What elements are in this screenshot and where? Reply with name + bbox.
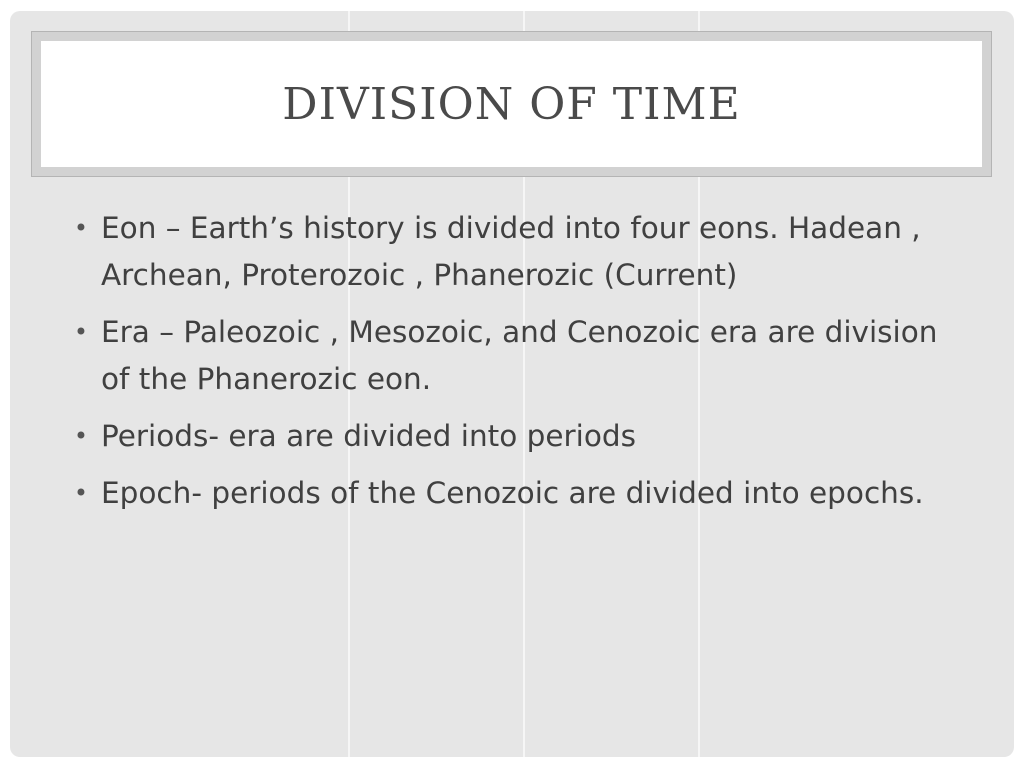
bullet-text: Epoch- periods of the Cenozoic are divided into epochs. [101,476,924,510]
slide-title: DIVISION OF TIME [282,78,741,130]
title-box [41,41,982,167]
bullet-text: Era – Paleozoic , Mesozoic, and Cenozoic era are division of the Phanerozic eon. [101,315,938,396]
bullet-item-periods [70,413,960,460]
bullet-text: Periods- era are divided into periods [101,419,636,453]
title-frame [31,31,992,177]
bullet-icon: • [73,479,89,507]
bullet-icon: • [73,214,89,242]
bullet-item-era [70,309,960,403]
bullet-list [70,205,960,517]
slide [10,11,1014,757]
bullet-item-eon [70,205,960,299]
bullet-icon: • [73,422,89,450]
bullet-item-epoch [70,470,960,517]
slide-content [70,205,960,527]
bullet-icon: • [73,318,89,346]
bullet-text: Eon – Earth’s history is divided into four eons. Hadean , Archean, Proterozoic , Phanerozic (Current) [101,211,921,292]
